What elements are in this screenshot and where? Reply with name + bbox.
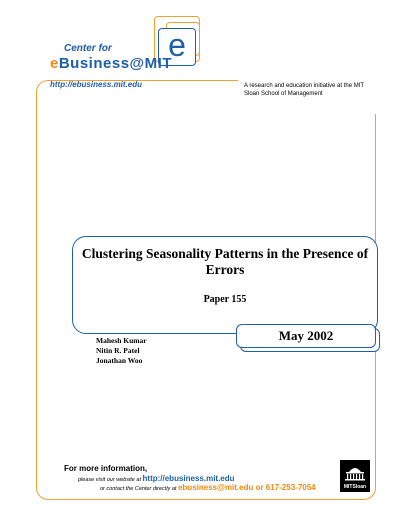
footer-contact-text: or contact the Center directly at [100,486,177,492]
footer-visit-text: please visit our website at [78,477,141,483]
logo-e-icon: e [158,28,196,66]
author-list [96,336,147,366]
logo-ebusiness-rest: Business@MIT [58,55,172,72]
author-name: Jonathan Woo [96,356,143,365]
mit-dome-icon [343,463,367,481]
paper-date: May 2002 [236,324,376,348]
paper-number: Paper 155 [203,294,247,305]
logo-url[interactable]: http://ebusiness.mit.edu [50,80,143,89]
footer-contact [100,483,316,492]
logo-ebusiness [50,55,172,72]
footer-contact-link[interactable]: ebusiness@mit.edu or 617-253-7054 [177,483,316,492]
mit-sloan-logo [340,460,370,492]
footer-visit [78,474,235,483]
initiative-text: A research and education initiative at the MIT Sloan School of Management [238,78,376,114]
mit-logo-caption: MITSloan [343,484,367,490]
footer-more-info: For more information, [64,464,148,473]
author-name: Mahesh Kumar [96,336,147,345]
paper-title: Clustering Seasonality Patterns in the Presence of Errors [81,246,369,277]
author-name: Nitin R. Patel [96,346,140,355]
logo-center-for: Center for [64,43,112,54]
footer-website-link[interactable]: http://ebusiness.mit.edu [142,474,235,483]
logo-ebusiness-e: e [50,55,59,72]
